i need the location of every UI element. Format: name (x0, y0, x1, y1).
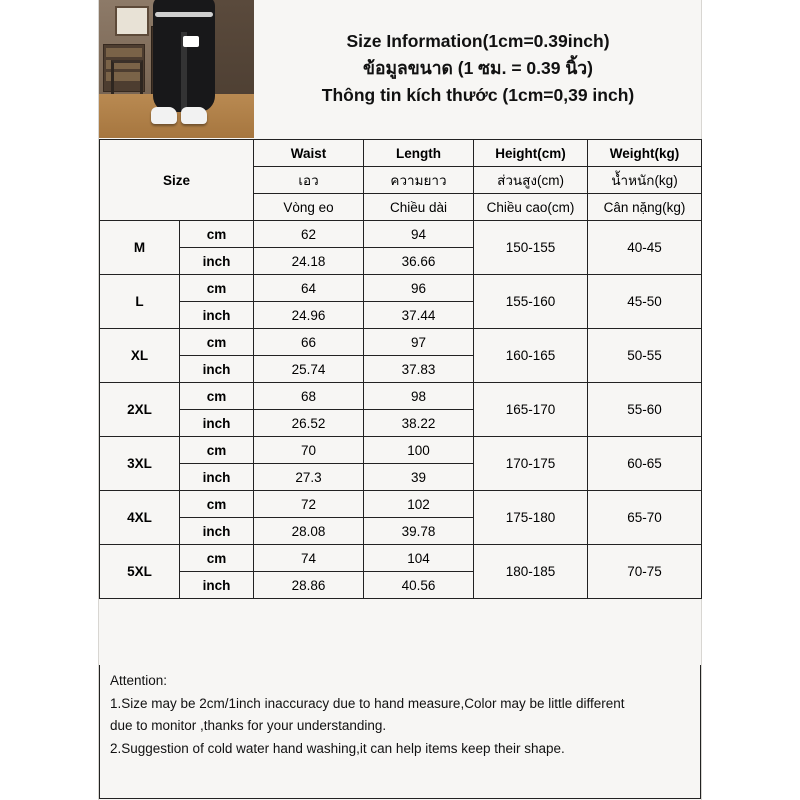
attention-title: Attention: (110, 673, 168, 688)
size-cell: 5XL (100, 545, 180, 599)
attention-line-2: due to monitor ,thanks for your understanding. (110, 718, 387, 734)
unit-cell-inch: inch (180, 518, 254, 545)
product-photo (99, 0, 254, 138)
waist-cm-value: 68 (254, 383, 364, 410)
weight-value: 45-50 (588, 275, 702, 329)
unit-cell-cm: cm (180, 545, 254, 572)
waist-inch-value: 27.3 (254, 464, 364, 491)
waist-cm-value: 70 (254, 437, 364, 464)
header-weight-en: Weight(kg) (588, 140, 702, 167)
header-waist-en: Waist (254, 140, 364, 167)
attention-block (99, 665, 701, 799)
size-cell: L (100, 275, 180, 329)
length-inch-value: 37.83 (364, 356, 474, 383)
length-inch-value: 36.66 (364, 248, 474, 275)
height-value: 165-170 (474, 383, 588, 437)
length-inch-value: 39.78 (364, 518, 474, 545)
length-inch-value: 40.56 (364, 572, 474, 599)
unit-cell-inch: inch (180, 302, 254, 329)
length-cm-value: 97 (364, 329, 474, 356)
heading-line-th: ข้อมูลขนาด (1 ซม. = 0.39 นิ้ว) (363, 58, 593, 79)
table-row (100, 491, 702, 518)
photo-left-shoe (151, 107, 177, 124)
header-waist-vi: Vòng eo (254, 194, 364, 221)
weight-value: 55-60 (588, 383, 702, 437)
waist-cm-value: 62 (254, 221, 364, 248)
length-cm-value: 96 (364, 275, 474, 302)
size-cell: 2XL (100, 383, 180, 437)
weight-value: 70-75 (588, 545, 702, 599)
header-weight-vi: Cân nặng(kg) (588, 194, 702, 221)
waist-cm-value: 74 (254, 545, 364, 572)
photo-brand-logo (183, 36, 199, 47)
unit-cell-inch: inch (180, 572, 254, 599)
waist-inch-value: 25.74 (254, 356, 364, 383)
size-cell: 3XL (100, 437, 180, 491)
header-length-th: ความยาว (364, 167, 474, 194)
length-cm-value: 102 (364, 491, 474, 518)
height-value: 180-185 (474, 545, 588, 599)
length-inch-value: 38.22 (364, 410, 474, 437)
unit-cell-cm: cm (180, 221, 254, 248)
height-value: 170-175 (474, 437, 588, 491)
photo-picture-frame (115, 6, 149, 36)
header-length-vi: Chiều dài (364, 194, 474, 221)
height-value: 160-165 (474, 329, 588, 383)
table-row (100, 545, 702, 572)
waist-cm-value: 72 (254, 491, 364, 518)
size-cell: 4XL (100, 491, 180, 545)
table-row (100, 383, 702, 410)
weight-value: 65-70 (588, 491, 702, 545)
header-height-th: ส่วนสูง(cm) (474, 167, 588, 194)
waist-cm-value: 64 (254, 275, 364, 302)
weight-value: 40-45 (588, 221, 702, 275)
header-size-label: Size (100, 140, 254, 221)
header-weight-th: น้ำหนัก(kg) (588, 167, 702, 194)
attention-line-3: 2.Suggestion of cold water hand washing,it can help items keep their shape. (110, 740, 565, 756)
header-length-en: Length (364, 140, 474, 167)
waist-inch-value: 24.96 (254, 302, 364, 329)
unit-cell-inch: inch (180, 248, 254, 275)
heading-line-en: Size Information(1cm=0.39inch) (346, 31, 610, 52)
waist-inch-value: 28.86 (254, 572, 364, 599)
unit-cell-inch: inch (180, 464, 254, 491)
size-cell: XL (100, 329, 180, 383)
size-cell: M (100, 221, 180, 275)
size-table (99, 139, 702, 599)
length-cm-value: 98 (364, 383, 474, 410)
unit-cell-cm: cm (180, 275, 254, 302)
header-height-en: Height(cm) (474, 140, 588, 167)
unit-cell-inch: inch (180, 356, 254, 383)
waist-inch-value: 26.52 (254, 410, 364, 437)
weight-value: 60-65 (588, 437, 702, 491)
table-row (100, 275, 702, 302)
heading-line-vi: Thông tin kích thước (1cm=0,39 inch) (321, 84, 635, 105)
header-height-vi: Chiều cao(cm) (474, 194, 588, 221)
length-inch-value: 39 (364, 464, 474, 491)
waist-inch-value: 28.08 (254, 518, 364, 545)
photo-belt (155, 12, 213, 17)
waist-cm-value: 66 (254, 329, 364, 356)
table-row (100, 329, 702, 356)
length-cm-value: 94 (364, 221, 474, 248)
height-value: 155-160 (474, 275, 588, 329)
length-inch-value: 37.44 (364, 302, 474, 329)
waist-inch-value: 24.18 (254, 248, 364, 275)
photo-right-shoe (181, 107, 207, 124)
unit-cell-cm: cm (180, 437, 254, 464)
header-waist-th: เอว (254, 167, 364, 194)
unit-cell-cm: cm (180, 383, 254, 410)
length-cm-value: 100 (364, 437, 474, 464)
table-row (100, 437, 702, 464)
unit-cell-cm: cm (180, 491, 254, 518)
table-header-row-en (100, 140, 702, 167)
length-cm-value: 104 (364, 545, 474, 572)
weight-value: 50-55 (588, 329, 702, 383)
table-row (100, 221, 702, 248)
attention-line-1: 1.Size may be 2cm/1inch inaccuracy due to hand measure,Color may be little different (110, 695, 625, 711)
unit-cell-cm: cm (180, 329, 254, 356)
height-value: 150-155 (474, 221, 588, 275)
height-value: 175-180 (474, 491, 588, 545)
heading-block (254, 0, 702, 138)
unit-cell-inch: inch (180, 410, 254, 437)
